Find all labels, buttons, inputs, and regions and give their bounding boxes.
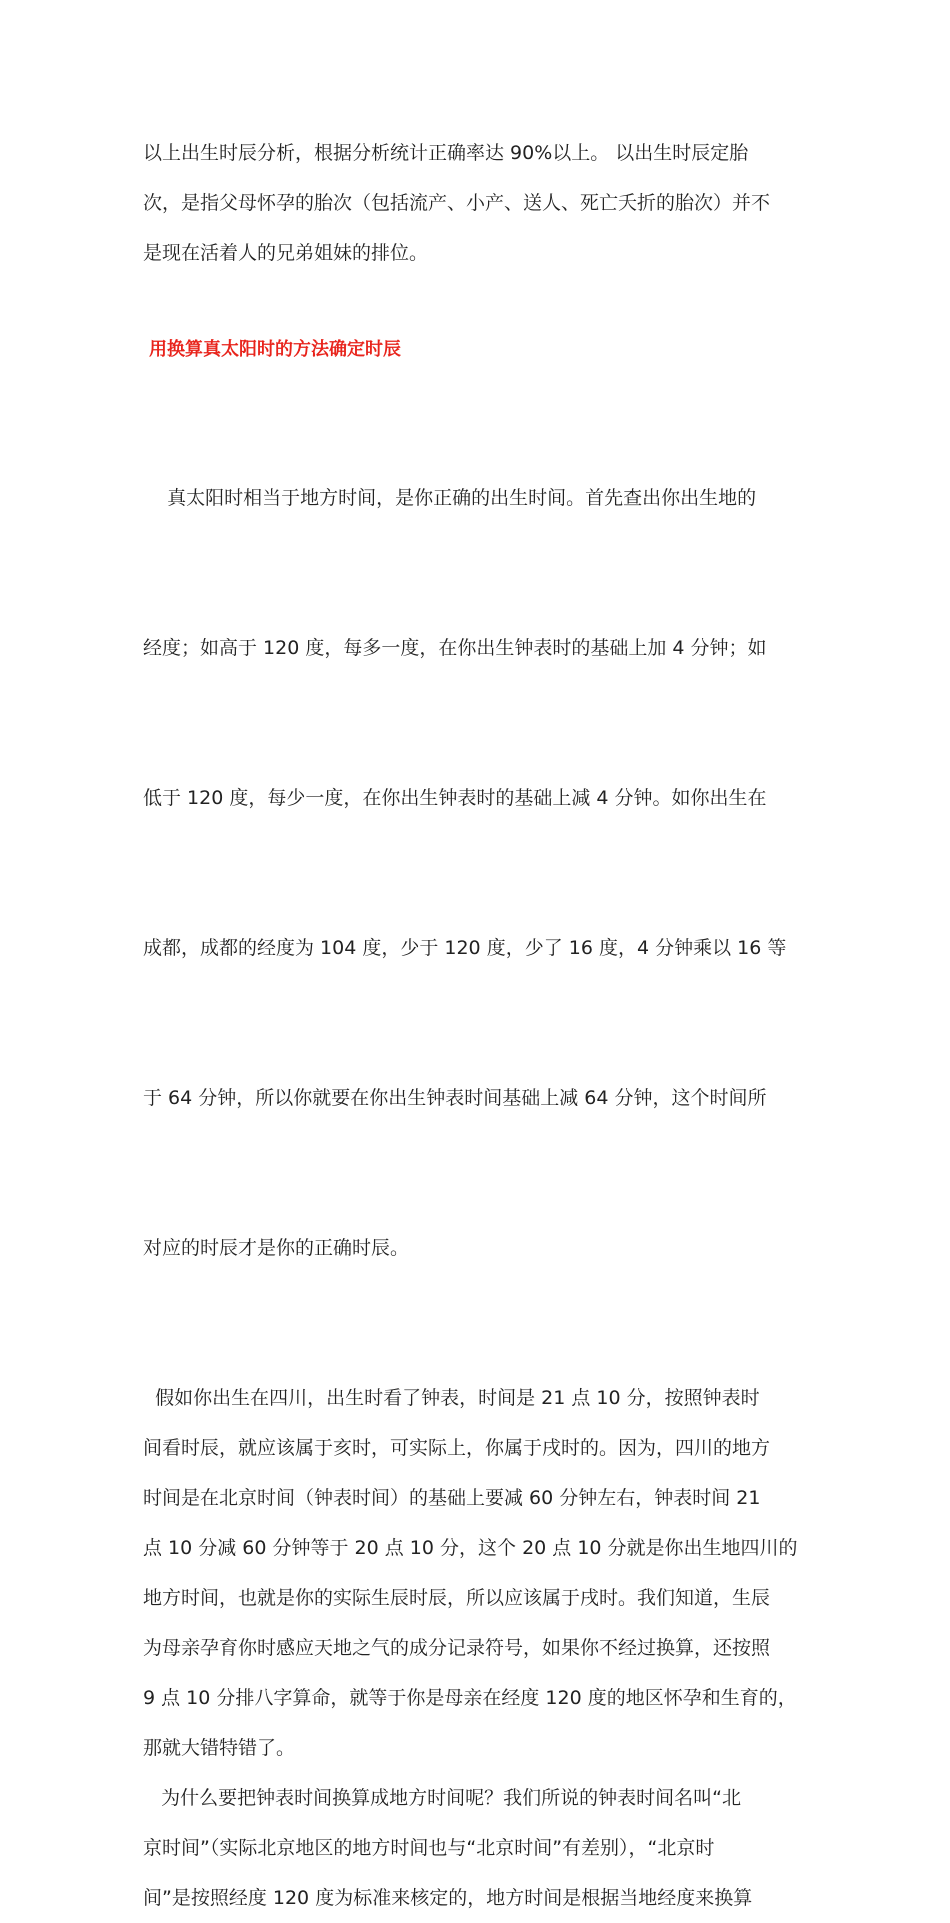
text-line: 间看时辰，就应该属于亥时，可实际上，你属于戌时的。因为，四川的地方 bbox=[143, 1437, 771, 1459]
text-line: 时间是在北京时间（钟表时间）的基础上要减 60 分钟左右，钟表时间 21 bbox=[143, 1487, 761, 1509]
text-line: 为母亲孕育你时感应天地之气的成分记录符号，如果你不经过换算，还按照 bbox=[143, 1637, 771, 1659]
paragraph-sichuan-example bbox=[143, 1373, 809, 1773]
text-line: 京时间”（实际北京地区的地方时间也与“北京时间”有差别），“北京时 bbox=[143, 1837, 715, 1859]
text-line: 低于 120 度，每少一度，在你出生钟表时的基础上减 4 分钟。如你出生在 bbox=[143, 787, 767, 809]
spacer bbox=[143, 365, 809, 373]
text-line: 于 64 分钟，所以你就要在你出生钟表时间基础上减 64 分钟，这个时间所 bbox=[143, 1087, 767, 1109]
spacer bbox=[143, 278, 809, 335]
text-line: 经度；如高于 120 度，每多一度，在你出生钟表时的基础上加 4 分钟；如 bbox=[143, 637, 767, 659]
paragraph-true-solar-time bbox=[143, 373, 809, 1373]
section-heading: 用换算真太阳时的方法确定时辰 bbox=[149, 339, 401, 360]
paragraph-fetal-order bbox=[143, 128, 809, 278]
text-line: 假如你出生在四川，出生时看了钟表，时间是 21 点 10 分，按照钟表时 bbox=[143, 1387, 760, 1409]
text-line: 是现在活着人的兄弟姐妹的排位。 bbox=[143, 242, 429, 264]
text-line: 9 点 10 分排八字算命，就等于你是母亲在经度 120 度的地区怀孕和生育的， bbox=[143, 1687, 797, 1709]
text-line: 真太阳时相当于地方时间，是你正确的出生时间。首先查出你出生地的 bbox=[143, 487, 757, 509]
text-line: 为什么要把钟表时间换算成地方时间呢？我们所说的钟表时间名叫“北 bbox=[143, 1787, 741, 1809]
text-line: 以上出生时辰分析，根据分析统计正确率达 90%以上。 以出生时辰定胎 bbox=[143, 142, 749, 164]
text-line: 间”是按照经度 120 度为标准来核定的，地方时间是根据当地经度来换算 bbox=[143, 1887, 753, 1909]
paragraph-why-convert bbox=[143, 1773, 809, 1923]
text-line: 点 10 分减 60 分钟等于 20 点 10 分，这个 20 点 10 分就是你出生地四川的 bbox=[143, 1537, 798, 1559]
document-body bbox=[143, 128, 809, 1923]
text-line: 次，是指父母怀孕的胎次（包括流产、小产、送人、死亡夭折的胎次）并不 bbox=[143, 192, 771, 214]
text-line: 地方时间，也就是你的实际生辰时辰，所以应该属于戌时。我们知道，生辰 bbox=[143, 1587, 771, 1609]
text-line: 那就大错特错了。 bbox=[143, 1737, 296, 1759]
text-line: 对应的时辰才是你的正确时辰。 bbox=[143, 1237, 410, 1259]
text-line: 成都，成都的经度为 104 度，少于 120 度，少了 16 度，4 分钟乘以 16 等 bbox=[143, 937, 787, 959]
